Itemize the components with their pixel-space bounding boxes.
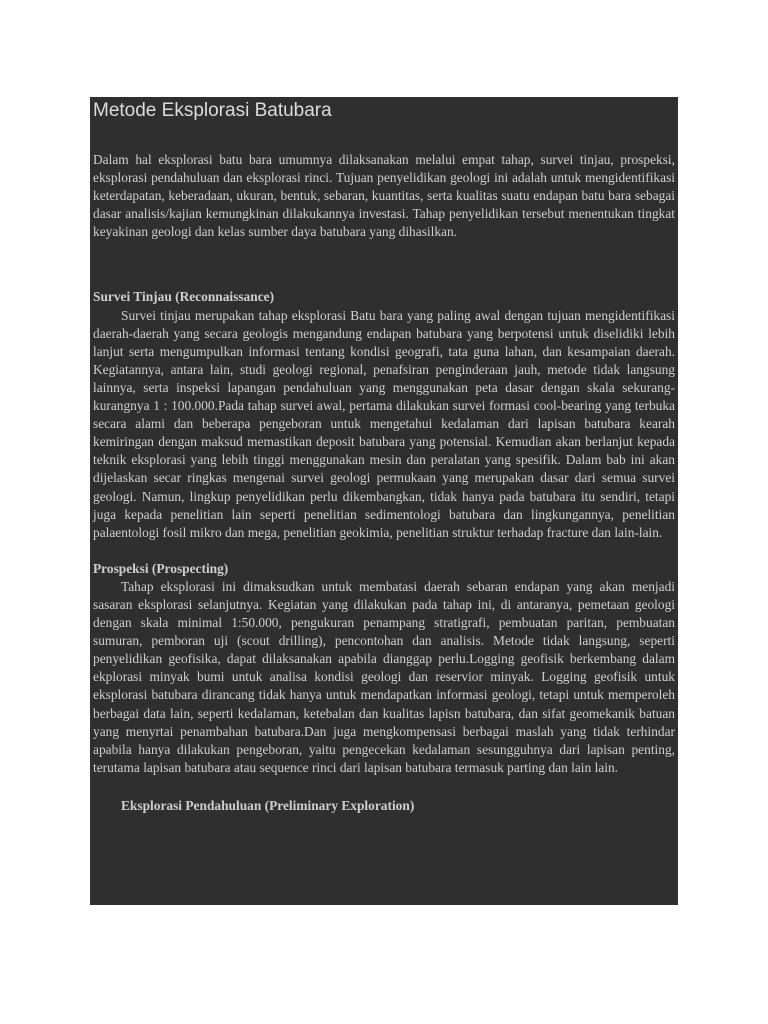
document-page (90, 97, 678, 905)
section-heading-preliminary-exploration: Eksplorasi Pendahuluan (Preliminary Exploration) (121, 797, 415, 813)
intro-paragraph: Dalam hal eksplorasi batu bara umumnya dilaksanakan melalui empat tahap, survei tinjau, prospeksi, eksplorasi pendahuluan dan eksplorasi rinci. Tujuan penyelidikan geologi ini adalah untuk mengidentifikasi keterdapatan, keberadaan, ukuran, bentuk, sebaran, kuantitas, serta kualitas suatu endapan batu bara sebagai dasar analisis/kajian kemungkinan dilakukannya investasi. Tahap penyelidikan tersebut menentukan tingkat keyakinan geologi dan kelas sumber daya batubara yang dihasilkan. (93, 152, 675, 240)
section-heading-prospecting: Prospeksi (Prospecting) (93, 560, 229, 576)
section-body-prospecting: Tahap eksplorasi ini dimaksudkan untuk membatasi daerah sebaran endapan yang akan menjadi sasaran eksplorasi selanjutnya. Kegiatan yang dilakukan pada tahap ini, di antaranya, pemetaan geologi dengan skala minimal 1:50.000, pengukuran penampang stratigrafi, pembuatan paritan, pembuatan sumuran, pemboran uji (scout drilling), pencontohan dan analisis. Metode tidak langsung, seperti penyelidikan geofisika, dapat dilaksanakan apabila dianggap perlu.Logging geofisik berkembang dalam ekplorasi minyak bumi untuk analisa kondisi geologi dan reservior minyak. Logging geofisik untuk eksplorasi batubara dirancang tidak hanya untuk mendapatkan informasi geologi, tetapi untuk memperoleh berbagai data lain, seperti kedalaman, ketebalan dan kualitas lapisn batubara, dan sifat geomekanik batuan yang menyrtai penambahan batubara.Dan juga mengkompensasi berbagai maslah yang tidak terhindar apabila hanya dilakukan pengeboran, yaitu pengecekan kedalaman sesungguhnya dari lapisan penting, terutama lapisan batubara atau sequence rinci dari lapisan batubara termasuk parting dan lain lain. (93, 578, 675, 775)
section-heading-reconnaissance: Survei Tinjau (Reconnaissance) (93, 289, 275, 305)
page-title: Metode Eksplorasi Batubara (93, 100, 332, 121)
section-body-reconnaissance: Survei tinjau merupakan tahap eksplorasi Batu bara yang paling awal dengan tujuan mengidentifikasi daerah-daerah yang secara geologis mengandung endapan batubara yang berpotensi untuk diselidiki lebih lanjut serta mengumpulkan informasi tentang kondisi geografi, tata guna lahan, dan kesampaian daerah. Kegiatannya, antara lain, studi geologi regional, penafsiran penginderaan jauh, metode tidak langsung lainnya, serta inspeksi lapangan pendahuluan yang menggunakan peta dasar dengan skala sekurang-kurangnya 1 : 100.000.Pada tahap survei awal, pertama dilakukan survei formasi cool-bearing yang terbuka secara alami dan beberapa pengeboran untuk mengetahui kedalaman dari lapisan batubara kearah kemiringan dengan maksud memastikan deposit batubara yang potensial. Kemudian akan berlanjut kepada teknik eksplorasi yang lebih tinggi menggunakan mesin dan peralatan yang spesifik. Dalam bab ini akan dijelaskan secar ringkas mengenai survei geologi permukaan yang merupakan dasar dari semua survei geologi. Namun, lingkup penyelidikan perlu dikembangkan, tidak hanya pada batubara itu sendiri, tetapi juga kepada penelitian lain seperti penelitian sedimentologi batubara dan lingkungannya, penelitian palaentologi fosil mikro dan mega, penelitian geokimia, penelitian struktur terhadap fracture dan lain-lain. (93, 307, 675, 540)
